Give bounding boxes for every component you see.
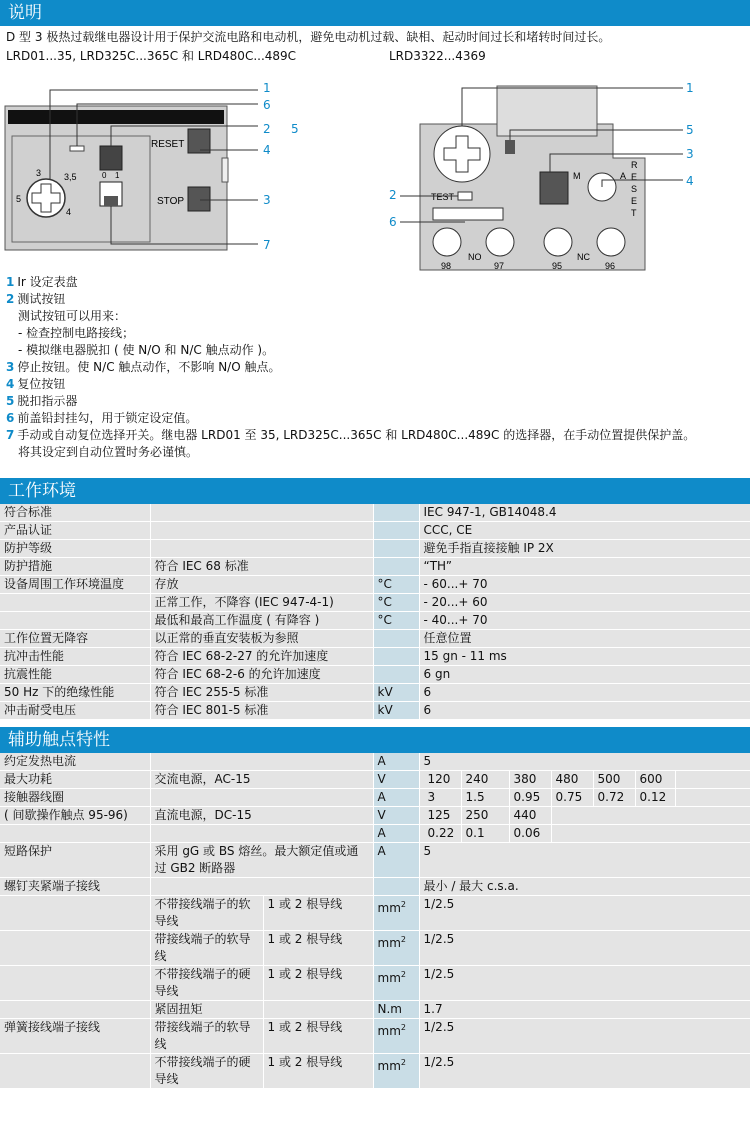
row-condition xyxy=(150,504,373,522)
note-text: 测试按钮 xyxy=(17,292,66,306)
row-value: - 20...+ 60 xyxy=(419,594,750,612)
row-unit: $mm^2$ xyxy=(373,1019,419,1054)
table-row xyxy=(0,612,750,630)
note-number: 2 xyxy=(6,292,15,306)
row-condition: 采用 gG 或 BS 熔丝。最大额定值或通过 GB2 断路器 xyxy=(150,843,373,878)
grid-value: 440 xyxy=(510,807,552,824)
row-unit: kV xyxy=(373,702,419,720)
reset-vertical-label: E xyxy=(631,172,638,182)
row-condition xyxy=(150,789,373,807)
grid-value: 380 xyxy=(510,771,552,788)
row-value: 任意位置 xyxy=(419,630,750,648)
row-unit: A xyxy=(373,753,419,771)
row-unit: A xyxy=(373,843,419,878)
grid-value: 600 xyxy=(636,771,676,788)
switch-label: 0 xyxy=(102,171,107,180)
row-condition: 最低和最高工作温度 ( 有降容 ) xyxy=(150,612,373,630)
note-number: 7 xyxy=(6,428,15,442)
grid-value: 1.5 xyxy=(462,789,510,806)
stop-label: STOP xyxy=(157,196,185,207)
aux-table xyxy=(0,753,750,1089)
aux-header: 辅助触点特性 xyxy=(0,727,750,753)
row-value: 15 gn - 11 ms xyxy=(419,648,750,666)
row-value: 1/2.5 xyxy=(419,1019,750,1054)
note-text: 测试按钮可以用来： xyxy=(18,309,127,323)
row-unit: °C xyxy=(373,576,419,594)
row-value: 1.7 xyxy=(419,1001,750,1019)
grid-value: 0.95 xyxy=(510,789,552,806)
row-label xyxy=(0,594,150,612)
row-label xyxy=(0,825,150,843)
row-value: 1/2.5 xyxy=(419,1054,750,1089)
table-row xyxy=(0,666,750,684)
row-unit: V xyxy=(373,771,419,789)
note-item xyxy=(6,444,695,461)
row-condition: 符合 IEC 68-2-6 的允许加速度 xyxy=(150,666,373,684)
row-unit: $mm^2$ xyxy=(373,966,419,1001)
dial-label: 3,5 xyxy=(64,172,77,182)
row-condition: 不带接线端子的硬导线 xyxy=(150,966,263,1001)
note-number: 5 xyxy=(6,394,15,408)
row-label: 抗震性能 xyxy=(0,666,150,684)
note-number: 4 xyxy=(6,377,15,391)
grid-value: 0.75 xyxy=(552,789,594,806)
row-unit: $mm^2$ xyxy=(373,931,419,966)
row-conductors: 1 或 2 根导线 xyxy=(263,896,373,931)
callout-3: 3 xyxy=(263,193,271,207)
right-relay-diagram xyxy=(385,78,695,274)
row-value: 5 xyxy=(419,843,750,878)
callout-7: 7 xyxy=(263,238,271,252)
row-label: 防护措施 xyxy=(0,558,150,576)
note-item xyxy=(6,342,695,359)
row-label: 弹簧接线端子接线 xyxy=(0,1019,150,1054)
env-section xyxy=(0,478,750,720)
note-text: 将其设定到自动位置时务必谨慎。 xyxy=(18,445,199,459)
table-row xyxy=(0,966,750,1001)
table-row xyxy=(0,576,750,594)
table-row xyxy=(0,648,750,666)
row-unit: V xyxy=(373,807,419,825)
note-item xyxy=(6,325,695,342)
note-item xyxy=(6,376,695,393)
row-condition: 以正常的垂直安装板为参照 xyxy=(150,630,373,648)
row-value xyxy=(419,771,750,789)
row-unit: kV xyxy=(373,684,419,702)
row-label: 抗冲击性能 xyxy=(0,648,150,666)
grid-value: 125 xyxy=(424,807,462,824)
note-text: 手动或自动复位选择开关。继电器 LRD01 至 35, LRD325C...365C 和 LRD480C...489C 的选择器，在手动位置提供保护盖。 xyxy=(17,428,696,442)
grid-value: 480 xyxy=(552,771,594,788)
note-text: 停止按钮。使 N/C 触点动作，不影响 N/O 触点。 xyxy=(17,360,281,374)
terminal-96: 96 xyxy=(605,261,616,271)
row-condition: 带接线端子的软导线 xyxy=(150,931,263,966)
right-models: LRD3322...4369 xyxy=(389,49,486,63)
row-value: 1/2.5 xyxy=(419,931,750,966)
switch-label: 1 xyxy=(115,171,120,180)
row-unit xyxy=(373,666,419,684)
reset-vertical-label: R xyxy=(631,160,638,170)
note-text: - 检查控制电路接线； xyxy=(18,326,135,340)
row-unit xyxy=(373,648,419,666)
terminal-nc: NC xyxy=(577,252,590,262)
row-condition: 带接线端子的软导线 xyxy=(150,1019,263,1054)
note-number: 1 xyxy=(6,275,15,289)
row-condition: 不带接线端子的硬导线 xyxy=(150,1054,263,1089)
row-value xyxy=(419,789,750,807)
grid-value: 120 xyxy=(424,771,462,788)
row-unit xyxy=(373,878,419,896)
grid-value: 0.72 xyxy=(594,789,636,806)
grid-value: 0.1 xyxy=(462,825,510,842)
row-unit xyxy=(373,630,419,648)
note-text: 前盖铅封挂勾，用于锁定设定值。 xyxy=(17,411,198,425)
m-label: M xyxy=(573,171,581,181)
row-label: ( 间歇操作触点 95-96) xyxy=(0,807,150,825)
row-unit: °C xyxy=(373,612,419,630)
row-value: 1/2.5 xyxy=(419,896,750,931)
row-value: 6 xyxy=(419,702,750,720)
row-value: - 40...+ 70 xyxy=(419,612,750,630)
row-condition: 符合 IEC 801-5 标准 xyxy=(150,702,373,720)
table-row xyxy=(0,753,750,771)
row-value: 避免手指直接接触 IP 2X xyxy=(419,540,750,558)
r-callout-3: 3 xyxy=(686,147,694,161)
note-text: 复位按钮 xyxy=(17,377,66,391)
row-value: 6 xyxy=(419,684,750,702)
table-row xyxy=(0,843,750,878)
row-label: 设备周围工作环境温度 xyxy=(0,576,150,594)
row-label: 短路保护 xyxy=(0,843,150,878)
dial-label: 5 xyxy=(16,194,22,204)
callout-6: 6 xyxy=(263,98,271,112)
row-label: 最大功耗 xyxy=(0,771,150,789)
row-value: - 60...+ 70 xyxy=(419,576,750,594)
row-label xyxy=(0,966,150,1001)
r-callout-5: 5 xyxy=(686,123,694,137)
note-item xyxy=(6,359,695,376)
row-label: 符合标准 xyxy=(0,504,150,522)
row-unit xyxy=(373,540,419,558)
notes-list xyxy=(6,274,695,461)
row-condition xyxy=(150,540,373,558)
row-condition: 交流电源，AC-15 xyxy=(150,771,373,789)
callout-5: 5 xyxy=(291,122,299,136)
note-text: Ir 设定表盘 xyxy=(17,275,78,289)
r-callout-2: 2 xyxy=(389,188,397,202)
table-row xyxy=(0,630,750,648)
row-value: IEC 947-1, GB14048.4 xyxy=(419,504,750,522)
callout-2: 2 xyxy=(263,122,271,136)
env-header: 工作环境 xyxy=(0,478,750,504)
row-label: 防护等级 xyxy=(0,540,150,558)
r-callout-1: 1 xyxy=(686,81,694,95)
reset-vertical-label: T xyxy=(631,208,637,218)
row-unit xyxy=(373,504,419,522)
row-label: 50 Hz 下的绝缘性能 xyxy=(0,684,150,702)
grid-value: 250 xyxy=(462,807,510,824)
row-condition: 直流电源，DC-15 xyxy=(150,807,373,825)
r-callout-4: 4 xyxy=(686,174,694,188)
dial-label: 4 xyxy=(66,207,72,217)
grid-value: 0.12 xyxy=(636,789,676,806)
a-label: A xyxy=(620,171,627,181)
table-row xyxy=(0,594,750,612)
note-item xyxy=(6,274,695,291)
note-number: 6 xyxy=(6,411,15,425)
row-condition: 符合 IEC 255-5 标准 xyxy=(150,684,373,702)
row-unit: $mm^2$ xyxy=(373,1054,419,1089)
test-label: TEST xyxy=(431,192,455,202)
row-unit: N.m xyxy=(373,1001,419,1019)
row-label xyxy=(0,896,150,931)
desc-section xyxy=(0,0,750,26)
table-row xyxy=(0,771,750,789)
grid-value: 0.06 xyxy=(510,825,552,842)
callout-1: 1 xyxy=(263,81,271,95)
table-row xyxy=(0,931,750,966)
note-item xyxy=(6,308,695,325)
row-condition: 符合 IEC 68 标准 xyxy=(150,558,373,576)
row-label xyxy=(0,1001,150,1019)
terminal-no: NO xyxy=(468,252,482,262)
terminal-95: 95 xyxy=(552,261,563,271)
grid-value: 0.22 xyxy=(424,825,462,842)
reset-vertical-label: S xyxy=(631,184,638,194)
table-row xyxy=(0,789,750,807)
row-label: 螺钉夹紧端子接线 xyxy=(0,878,150,896)
row-conductors: 1 或 2 根导线 xyxy=(263,1054,373,1089)
row-value: CCC, CE xyxy=(419,522,750,540)
grid-value: 500 xyxy=(594,771,636,788)
table-row xyxy=(0,702,750,720)
desc-header: 说明 xyxy=(0,0,750,26)
row-label: 产品认证 xyxy=(0,522,150,540)
row-unit: A xyxy=(373,789,419,807)
row-condition xyxy=(150,825,373,843)
terminal-97: 97 xyxy=(494,261,505,271)
table-row xyxy=(0,558,750,576)
row-conductors: 1 或 2 根导线 xyxy=(263,931,373,966)
row-label xyxy=(0,1054,150,1089)
row-condition: 符合 IEC 68-2-27 的允许加速度 xyxy=(150,648,373,666)
reset-vertical-label: E xyxy=(631,196,638,206)
row-condition: 正常工作，不降容 (IEC 947-4-1) xyxy=(150,594,373,612)
note-item xyxy=(6,393,695,410)
table-row xyxy=(0,825,750,843)
row-conductors: 1 或 2 根导线 xyxy=(263,966,373,1001)
row-label: 冲击耐受电压 xyxy=(0,702,150,720)
note-item xyxy=(6,291,695,308)
row-unit: °C xyxy=(373,594,419,612)
r-callout-6: 6 xyxy=(389,215,397,229)
table-row xyxy=(0,522,750,540)
table-row xyxy=(0,896,750,931)
table-row xyxy=(0,504,750,522)
row-value xyxy=(419,807,750,825)
row-label: 约定发热电流 xyxy=(0,753,150,771)
row-value xyxy=(419,825,750,843)
row-value: 6 gn xyxy=(419,666,750,684)
row-value: 1/2.5 xyxy=(419,966,750,1001)
row-unit xyxy=(373,522,419,540)
row-value: “TH” xyxy=(419,558,750,576)
grid-value: 3 xyxy=(424,789,462,806)
row-condition: 不带接线端子的软导线 xyxy=(150,896,263,931)
env-table xyxy=(0,504,750,720)
row-label: 工作位置无降容 xyxy=(0,630,150,648)
table-row xyxy=(0,878,750,896)
table-row xyxy=(0,807,750,825)
row-unit xyxy=(373,558,419,576)
aux-section xyxy=(0,727,750,1089)
row-value: 5 xyxy=(419,753,750,771)
note-text: 脱扣指示器 xyxy=(17,394,78,408)
table-row xyxy=(0,1054,750,1089)
table-row xyxy=(0,684,750,702)
row-label xyxy=(0,931,150,966)
note-item xyxy=(6,427,695,444)
row-value: 最小 / 最大 c.s.a. xyxy=(419,878,750,896)
table-row xyxy=(0,1001,750,1019)
reset-label: RESET xyxy=(151,139,185,150)
row-label xyxy=(0,612,150,630)
row-condition xyxy=(150,753,373,771)
dial-label: 3 xyxy=(36,168,42,178)
row-conductors: 1 或 2 根导线 xyxy=(263,1019,373,1054)
left-models: LRD01...35, LRD325C...365C 和 LRD480C...489C xyxy=(6,49,297,63)
note-item xyxy=(6,410,695,427)
row-unit: A xyxy=(373,825,419,843)
row-conductors xyxy=(263,1001,373,1019)
grid-value: 240 xyxy=(462,771,510,788)
note-number: 3 xyxy=(6,360,15,374)
row-unit: $mm^2$ xyxy=(373,896,419,931)
terminal-98: 98 xyxy=(441,261,452,271)
intro-text: D 型 3 极热过载继电器设计用于保护交流电路和电动机，避免电动机过载、缺相、起动时间过长和堵转时间过长。 xyxy=(6,30,611,44)
row-label: 接触器线圈 xyxy=(0,789,150,807)
table-row xyxy=(0,540,750,558)
note-text: - 模拟继电器脱扣 ( 使 N/O 和 N/C 触点动作 )。 xyxy=(18,343,275,357)
row-condition: 存放 xyxy=(150,576,373,594)
row-condition xyxy=(150,878,373,896)
callout-4: 4 xyxy=(263,143,271,157)
row-condition: 紧固扭矩 xyxy=(150,1001,263,1019)
table-row xyxy=(0,1019,750,1054)
row-condition xyxy=(150,522,373,540)
